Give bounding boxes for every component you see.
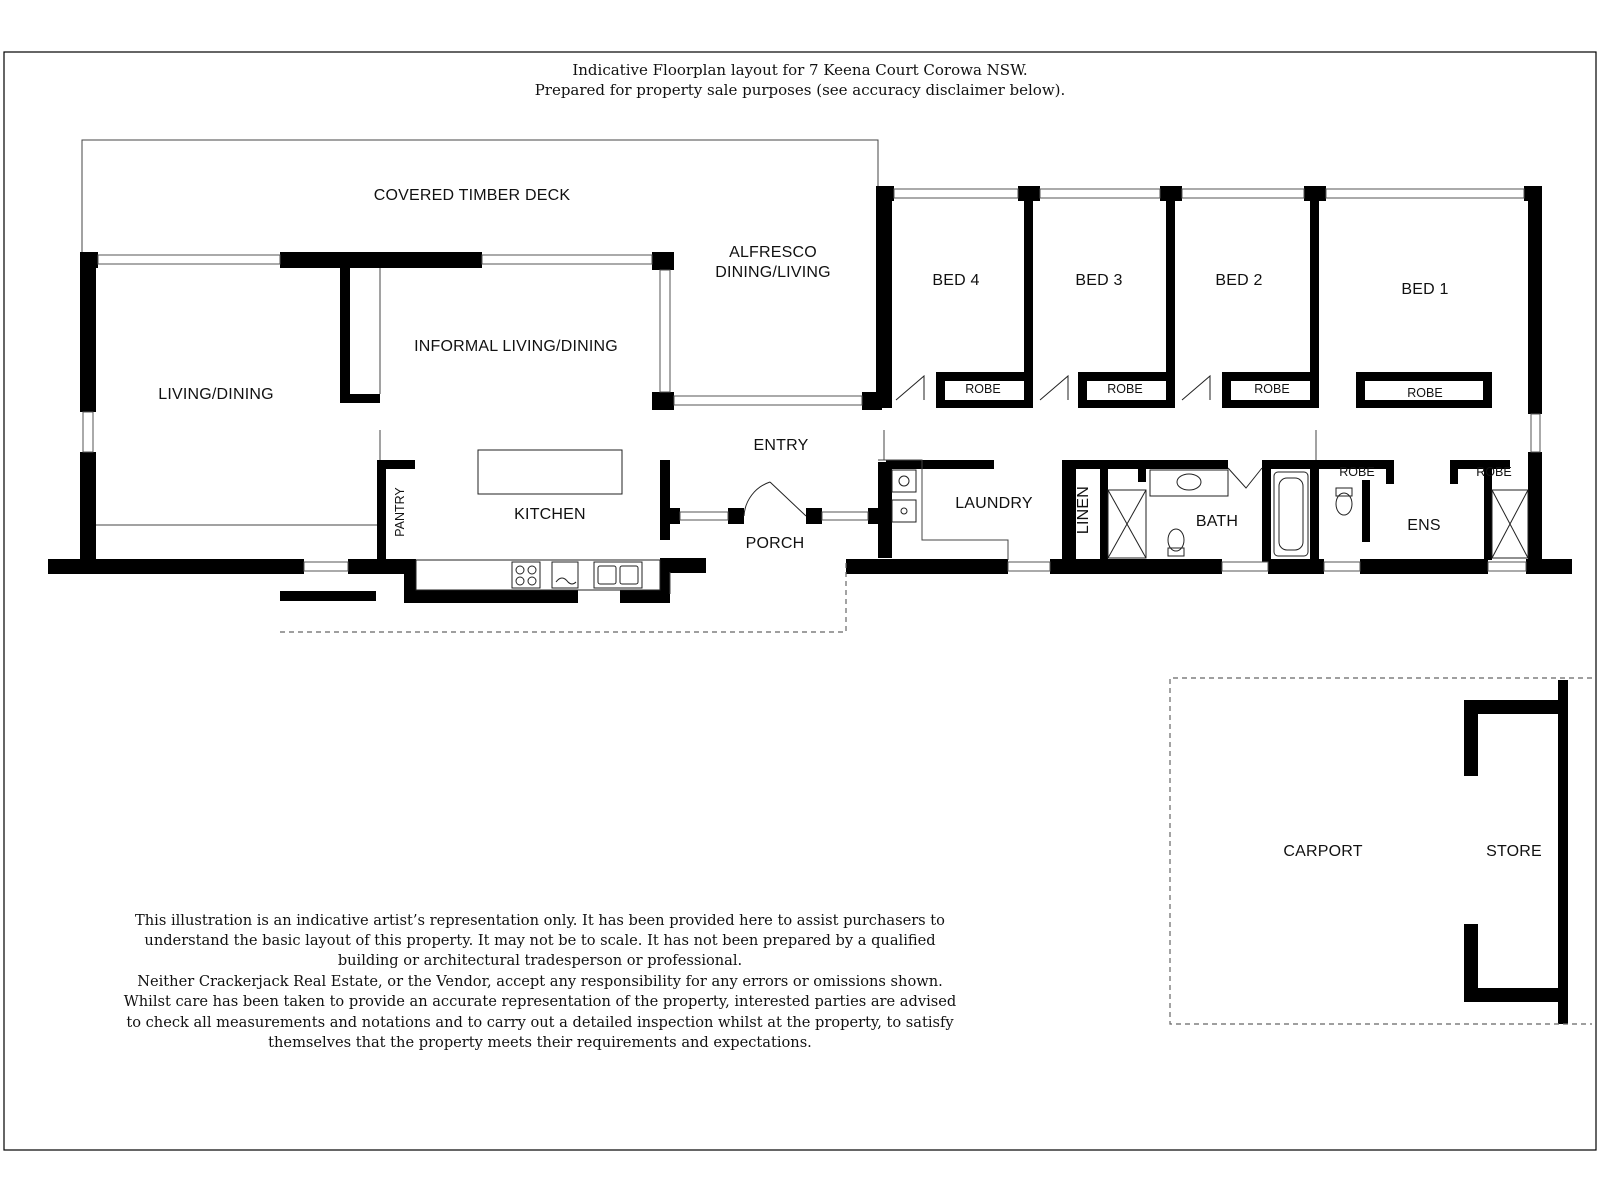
label-robe-bed3: ROBE [1107,382,1143,396]
label-alfresco-1: ALFRESCO [729,244,817,261]
sink-icon [594,562,642,588]
label-bed-1: BED 1 [1401,281,1449,298]
label-store: STORE [1486,843,1542,860]
disclaimer-line: themselves that the property meets their requirements and expectations. [268,1034,812,1051]
label-ens: ENS [1407,517,1441,534]
label-covered-deck: COVERED TIMBER DECK [373,187,571,204]
disclaimer-line: understand the basic layout of this property. It may not be to scale. It has not been prepared by a qualified [144,932,936,949]
label-bed-4: BED 4 [932,272,980,289]
label-kitchen: KITCHEN [514,506,586,523]
label-pantry: PANTRY [393,487,407,537]
disclaimer-line: to check all measurements and notations and to carry out a detailed inspection whilst at the property, to satisfy [126,1014,954,1031]
dishwasher-icon [552,562,578,588]
label-robe-bed2: ROBE [1254,382,1290,396]
label-alfresco-2: DINING/LIVING [715,264,831,281]
label-informal-living: INFORMAL LIVING/DINING [414,338,618,355]
label-bed-3: BED 3 [1075,272,1123,289]
disclaimer [124,912,956,1051]
label-laundry: LAUNDRY [955,495,1033,512]
header-line-1: Indicative Floorplan layout for 7 Keena Court Corowa NSW. [572,61,1028,79]
bathtub-icon [1274,472,1308,556]
label-bath: BATH [1195,513,1239,530]
label-robe-bed4: ROBE [965,382,1001,396]
disclaimer-line: building or architectural tradesperson or professional. [337,952,743,969]
room-labels [158,187,1542,860]
kitchen-bench [416,560,660,590]
entry-door-icon [744,482,806,516]
kitchen-island [478,450,622,494]
label-robe-hall: ROBE [1339,465,1375,479]
vanity-basin-icon [1150,470,1228,496]
cooktop-icon [512,562,540,588]
label-entry: ENTRY [753,437,809,454]
disclaimer-line: Neither Crackerjack Real Estate, or the Vendor, accept any responsibility for any errors or omissions shown. [137,973,943,990]
laundry-tub-icon [892,470,916,522]
label-bed-2: BED 2 [1215,272,1263,289]
walls [48,186,1572,1024]
label-robe-ens: ROBE [1476,465,1512,479]
label-living-dining: LIVING/DINING [158,386,274,403]
label-carport: CARPORT [1283,843,1363,860]
label-robe-bed1: ROBE [1407,386,1443,400]
disclaimer-line: Whilst care has been taken to provide an accurate representation of the property, interested parties are advised [123,993,957,1010]
disclaimer-line: This illustration is an indicative artist’s representation only. It has been provided here to assist purchasers to [135,912,945,929]
label-porch: PORCH [745,535,805,552]
label-linen: LINEN [1075,485,1092,535]
header-line-2: Prepared for property sale purposes (see accuracy disclaimer below). [534,81,1066,99]
